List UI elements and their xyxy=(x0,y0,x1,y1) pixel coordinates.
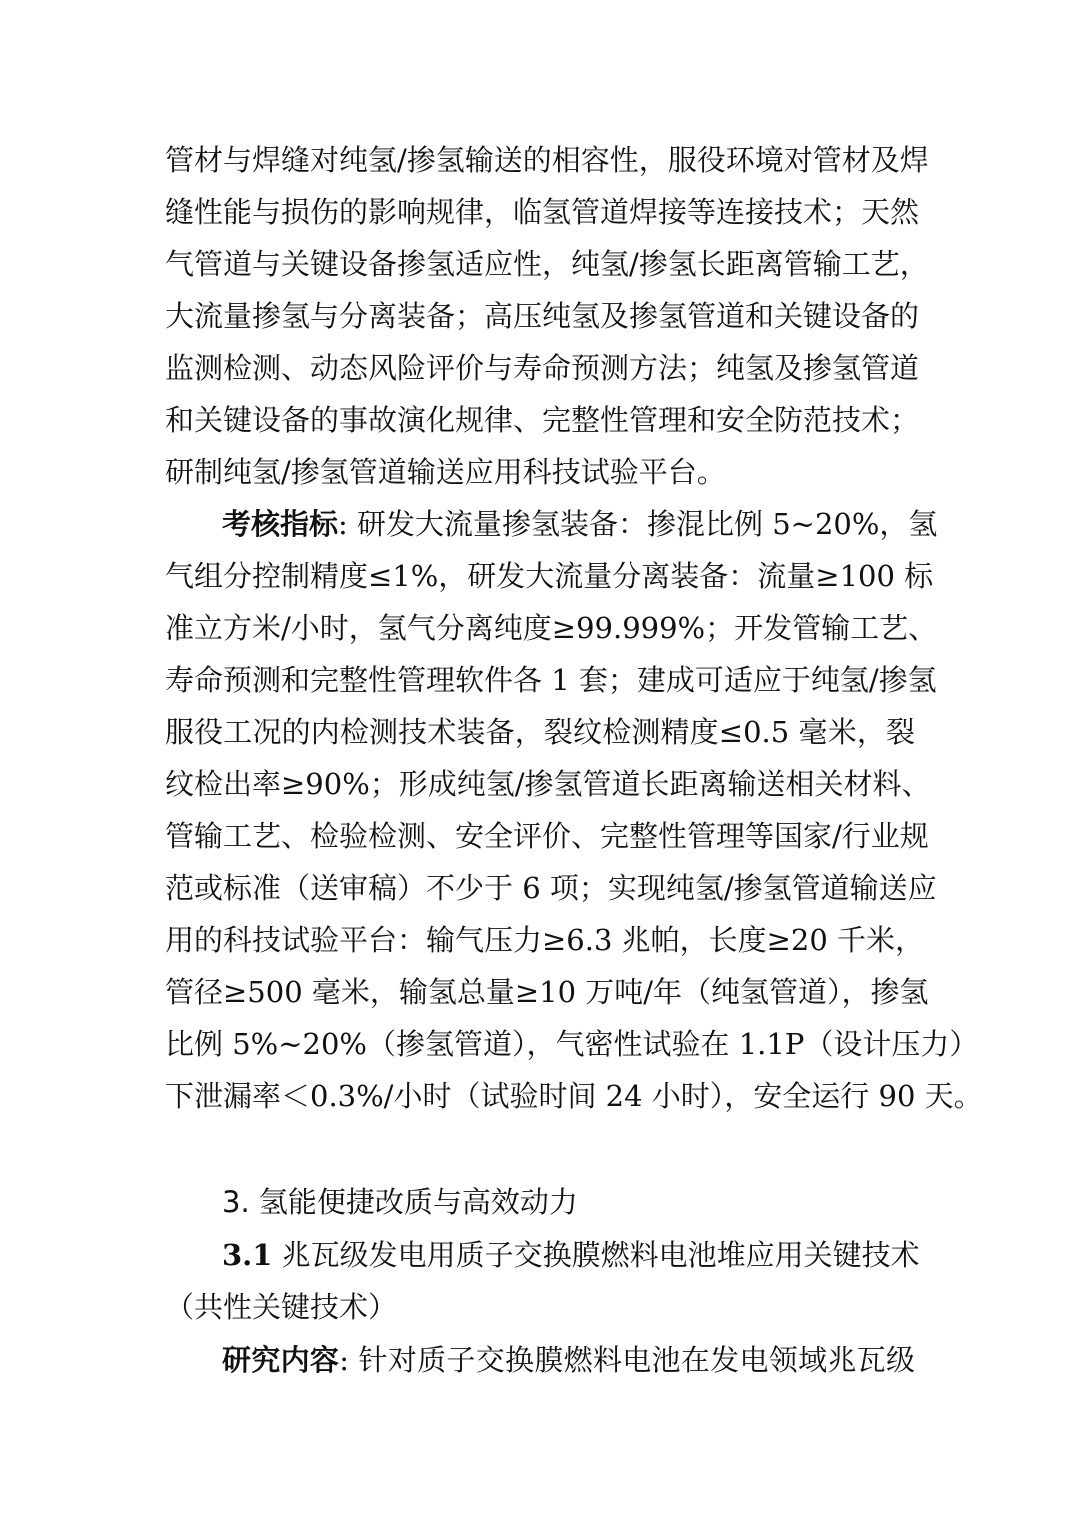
assessment-line: 下泄漏率＜0.3%/小时（试验时间 24 小时），安全运行 90 天。 xyxy=(165,1079,983,1113)
assessment-first-line-text: : 研发大流量掺氢装备：掺混比例 5~20%，氢 xyxy=(338,507,938,541)
paragraph-line: 和关键设备的事故演化规律、完整性管理和安全防范技术； xyxy=(165,403,920,437)
assessment-line: 管输工艺、检验检测、安全评价、完整性管理等国家/行业规 xyxy=(165,819,929,853)
subsection-title-line-2: （共性关键技术） xyxy=(165,1290,398,1324)
assessment-line: 纹检出率≥90%；形成纯氢/掺氢管道长距离输送相关材料、 xyxy=(165,767,931,801)
assessment-line: 寿命预测和完整性管理软件各 1 套；建成可适应于纯氢/掺氢 xyxy=(165,663,937,697)
paragraph-line: 气管道与关键设备掺氢适应性，纯氢/掺氢长距离管输工艺， xyxy=(165,247,929,281)
assessment-first-line xyxy=(222,502,938,546)
research-text: : 针对质子交换膜燃料电池在发电领域兆瓦级 xyxy=(339,1343,915,1377)
assessment-label: 考核指标 xyxy=(222,507,339,541)
assessment-line: 服役工况的内检测技术装备，裂纹检测精度≤0.5 毫米，裂 xyxy=(165,715,915,749)
assessment-line: 比例 5%~20%（掺氢管道），气密性试验在 1.1P（设计压力） xyxy=(165,1027,979,1061)
subsection-title-text: 兆瓦级发电用质子交换膜燃料电池堆应用关键技术 xyxy=(272,1238,920,1272)
subsection-title-line-1 xyxy=(222,1233,920,1277)
assessment-line: 范或标准（送审稿）不少于 6 项；实现纯氢/掺氢管道输送应 xyxy=(165,871,937,905)
assessment-line: 管径≥500 毫米，输氢总量≥10 万吨/年（纯氢管道），掺氢 xyxy=(165,975,929,1009)
research-line xyxy=(222,1338,915,1382)
paragraph-line: 研制纯氢/掺氢管道输送应用科技试验平台。 xyxy=(165,455,726,489)
paragraph-line: 管材与焊缝对纯氢/掺氢输送的相容性，服役环境对管材及焊 xyxy=(165,143,929,177)
research-label: 研究内容 xyxy=(222,1343,340,1377)
paragraph-line: 大流量掺氢与分离装备；高压纯氢及掺氢管道和关键设备的 xyxy=(165,299,920,333)
subsection-number: 3.1 xyxy=(222,1238,273,1272)
section-heading: 3. 氢能便捷改质与高效动力 xyxy=(222,1185,578,1219)
assessment-line: 气组分控制精度≤1%，研发大流量分离装备：流量≥100 标 xyxy=(165,559,934,593)
assessment-line: 用的科技试验平台：输气压力≥6.3 兆帕，长度≥20 千米， xyxy=(165,923,925,957)
paragraph-line: 缝性能与损伤的影响规律，临氢管道焊接等连接技术；天然 xyxy=(165,195,920,229)
paragraph-line: 监测检测、动态风险评价与寿命预测方法；纯氢及掺氢管道 xyxy=(165,351,920,385)
assessment-line: 准立方米/小时，氢气分离纯度≥99.999%；开发管输工艺、 xyxy=(165,611,938,645)
